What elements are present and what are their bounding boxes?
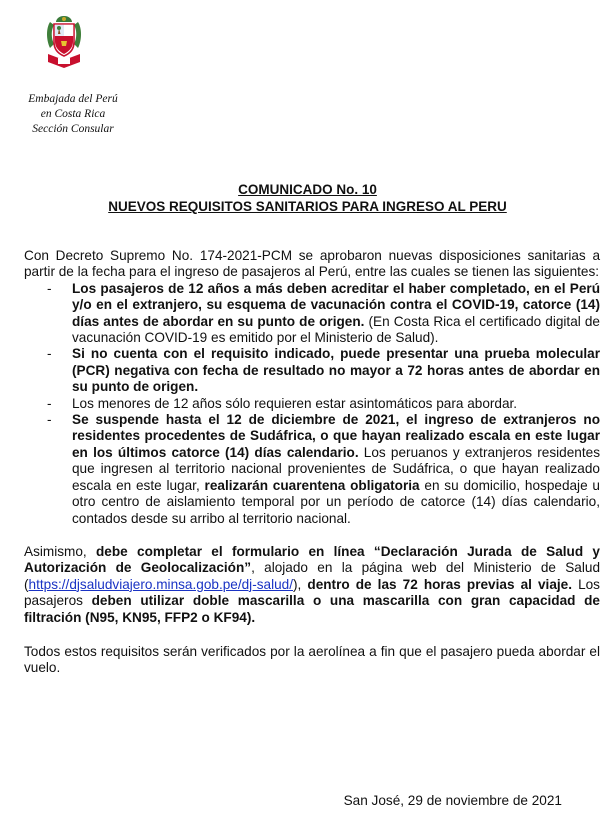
dash-bullet: -	[47, 346, 52, 362]
embassy-line-3: Sección Consular	[32, 123, 114, 135]
title-line-2: NUEVOS REQUISITOS SANITARIOS PARA INGRESO AL PERU	[108, 199, 507, 214]
embassy-line-2: en Costa Rica	[40, 108, 106, 120]
title-line-1: COMUNICADO No. 10	[238, 182, 377, 197]
bullet-3-text: Los menores de 12 años sólo requieren estar asintomáticos para abordar.	[72, 395, 518, 411]
p2-text-1: Asimismo,	[24, 543, 96, 559]
intro-paragraph: Con Decreto Supremo No. 174-2021-PCM se aprobaron nuevas disposiciones sanitarias a partir de la fecha para el ingreso de pasajeros al Perú, entre las cuales se tienen las siguientes:	[24, 248, 600, 280]
p2-bold-3: deben utilizar doble mascarilla o una mascarilla con gran capacidad de filtración (N95, KN95, FFP2 o KF94).	[24, 593, 600, 625]
list-item	[24, 281, 600, 347]
requirements-list	[24, 281, 600, 527]
p2-bold-2: dentro de las 72 horas previas al viaje.	[307, 576, 572, 592]
registration-paragraph	[24, 544, 600, 626]
p2-text-2: , alojado en la página web del Ministerio de Salud (	[24, 560, 601, 592]
embassy-line-1: Embajada del Perú	[28, 93, 118, 105]
bullet-4-bold: Se suspende hasta el 12 de diciembre de 2021, el ingreso de extranjeros no residentes procedentes de Sudáfrica, o que hayan realizado escala en este lugar en los últimos catorce (14) días calendario.	[72, 412, 600, 460]
dash-bullet: -	[47, 280, 52, 296]
bullet-4-text: Los peruanos y extranjeros residentes que ingresen al territorio nacional provenientes de Sudáfrica, o que hayan realizado escala en este lugar,	[72, 444, 600, 493]
list-item	[24, 412, 600, 527]
bullet-1-bold: Los pasajeros de 12 años a más deben acreditar el haber completado, en el Perú y/o en el extranjero, su esquema de vacunación contra el COVID-19, catorce (14) días antes de abordar en su punto de origen.	[72, 280, 600, 329]
peru-coat-of-arms-icon	[44, 14, 84, 72]
p2-text-3: ),	[293, 576, 308, 592]
embassy-heading	[18, 92, 128, 137]
bullet-1-text: (En Costa Rica el certificado digital de vacunación COVID-19 es emitido por el Ministerio de Salud).	[72, 313, 600, 346]
document-title	[0, 181, 615, 215]
list-item	[24, 346, 600, 395]
bullet-4-bold-2: realizarán cuarentena obligatoria	[204, 477, 420, 493]
p2-text-4: Los pasajeros	[24, 576, 600, 609]
list-item	[24, 396, 600, 412]
date-line: San José, 29 de noviembre de 2021	[343, 793, 562, 808]
p2-bold-1: debe completar el formulario en línea “Declaración Jurada de Salud y Autorización de Geolocalización”	[24, 543, 600, 576]
document-body	[24, 248, 600, 677]
dash-bullet: -	[47, 395, 52, 411]
bullet-2-bold: Si no cuenta con el requisito indicado, puede presentar una prueba molecular (PCR) negativa con fecha de resultado no mayor a 72 horas antes de abordar en su punto de origen.	[72, 346, 600, 395]
closing-paragraph: Todos estos requisitos serán verificados por la aerolínea a fin que el pasajero pueda abordar el vuelo.	[24, 643, 600, 676]
dash-bullet: -	[47, 412, 52, 428]
bullet-4-text-2: en su domicilio, hospedaje u otro centro de aislamiento temporal por un período de catorce (14) días calendario, contados desde su arribo al territorio nacional.	[72, 477, 600, 526]
health-form-link[interactable]: https://djsaludviajero.minsa.gob.pe/dj-salud/	[28, 576, 294, 592]
